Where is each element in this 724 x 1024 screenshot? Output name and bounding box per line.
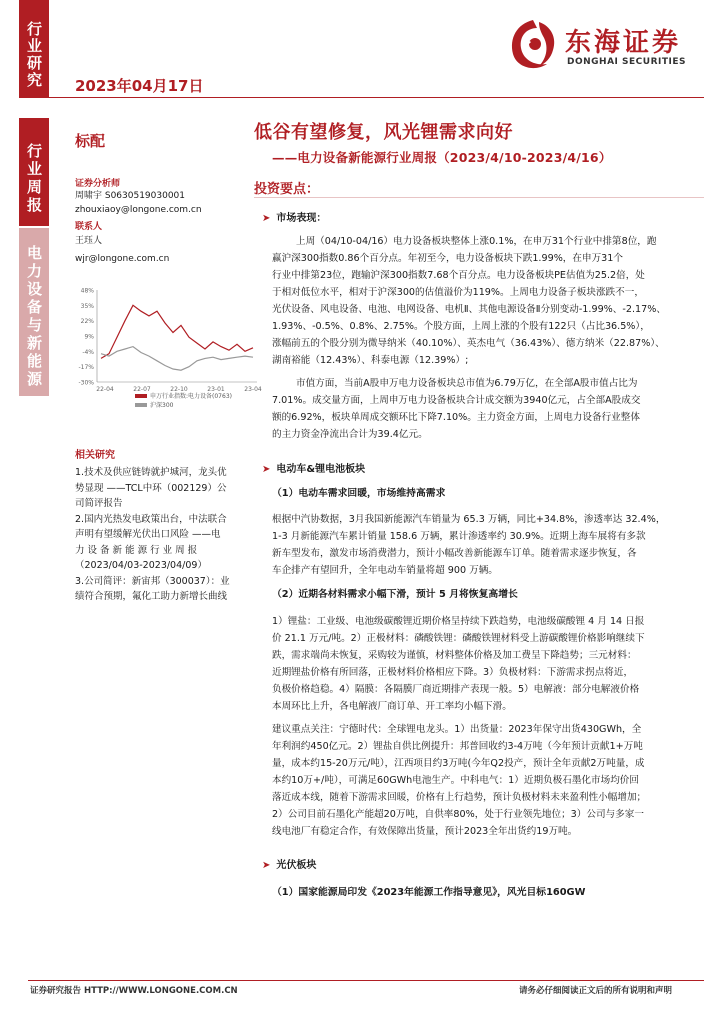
market-p2-line: 市值方面，当前A股申万电力设备板块总市值为6.79万亿，在全部A股市值占比为 — [296, 378, 638, 389]
ev-paragraph-3 — [272, 721, 690, 840]
legend-swatch — [135, 394, 147, 398]
ev-p2-line: 本周环比上升，各电解液厂商订单、开工率均小幅下滑。 — [272, 701, 512, 712]
ev-p3-line: 线电池厂有稳定合作，有效保障出货量，预计2023全年出货约19万吨。 — [272, 826, 578, 837]
ev-subheading-2: （2）近期各材料需求小幅下滑，预计 5 月将恢复高增长 — [272, 589, 518, 600]
market-paragraph-1 — [272, 233, 690, 369]
x-tick-label: 23-04 — [244, 386, 262, 393]
market-p1-line: 1.93%、-0.5%、0.8%、2.75%。个股方面，上周上涨的个股有122只（占比36.5%）， — [272, 321, 650, 332]
footer-divider — [28, 980, 704, 981]
header-divider — [49, 97, 704, 98]
y-tick-label: 22% — [80, 318, 94, 326]
related-research — [75, 446, 255, 605]
ev-p3-line: 量，成本约15-20万元/吨），江西项目约3万吨(今年Q2投产，预计全年贡献2万吨量，成 — [272, 758, 645, 769]
analyst-name: 周啸宇 S0630519030001 — [75, 191, 186, 201]
dragon-logo-icon — [505, 16, 561, 74]
y-tick-label: 35% — [80, 302, 94, 310]
ev-p3-line: 年利润约450亿元。2）锂盐自供比例提升：邦普回收约3-4万吨（今年预计贡献1+万吨 — [272, 741, 643, 752]
related-research-line: 绩符合预期，氟化工助力新增长曲线 — [75, 591, 228, 602]
section-pv-title: 光伏板块 — [276, 860, 317, 871]
industry-tab: 电力设备与新能源 — [19, 228, 49, 396]
section-ev-title: 电动车&锂电池板块 — [276, 464, 366, 475]
related-research-title: 相关研究 — [75, 450, 115, 461]
y-tick-label: 9% — [84, 333, 94, 341]
y-tick-label: 48% — [80, 287, 94, 295]
analyst-label: 证券分析师 — [75, 179, 121, 189]
analyst-info — [75, 176, 255, 266]
section-market-title: 市场表现： — [276, 213, 327, 224]
ev-p2-line: 跌，需求端尚未恢复，采购较为谨慎，材料整体价格及加工费呈下降趋势；三元材料： — [272, 650, 637, 661]
market-p1-line: 光伏设备、风电设备、电池、电网设备、电机Ⅱ、其他电源设备Ⅱ分别变动-1.99%、-2.17%、 — [272, 304, 666, 315]
y-tick-label: -30% — [78, 379, 94, 387]
ev-p2-line: 1）锂盐：工业级、电池级碳酸锂近期价格呈持续下跌趋势，电池级碳酸锂 4 月 14 日报 — [272, 616, 645, 627]
ev-subheading-1: （1）电动车需求回暖，市场维持高需求 — [272, 488, 446, 499]
series-line-power-equipment — [101, 305, 253, 358]
market-p1-line: 于相对低位水平，相对于沪深300的估值溢价为119%。上周电力设备子板块涨跌不一， — [272, 287, 644, 298]
ev-p3-line: 2）公司目前石墨化产能超20万吨，自供率80%，处于行业领先地位；3）公司与多家一 — [272, 809, 644, 820]
ev-paragraph-2 — [272, 613, 690, 715]
related-research-line: 2.国内光热发电政策出台，中法联合 — [75, 513, 227, 525]
x-tick-label: 22-07 — [133, 386, 151, 393]
x-tick-label: 23-01 — [207, 386, 225, 393]
chevron-right-icon: ➤ — [262, 464, 271, 475]
market-p1-line: 湖南裕能（12.43%）、科泰电源（12.39%）; — [272, 355, 469, 366]
report-title: 低谷有望修复，风光锂需求向好 — [254, 122, 513, 143]
section-market-head — [262, 209, 326, 224]
ev-p2-line: 负极价格趋稳。4）隔膜：各隔膜厂商近期排产表现一般。5）电解液：部分电解液价格 — [272, 684, 640, 695]
y-tick-label: -4% — [82, 348, 94, 356]
chevron-right-icon: ➤ — [262, 860, 271, 871]
company-logo — [505, 14, 705, 76]
ev-p1-line: 车企排产有望回升，全年电动车销量将超 900 万辆。 — [272, 565, 498, 576]
market-p2-line: 的主力资金净流出合计为39.4亿元。 — [272, 429, 428, 440]
market-p2-line: 7.01%。成交量方面，上周申万电力设备板块合计成交额为3940亿元，占全部A股成交 — [272, 395, 641, 406]
footer-website: 证券研究报告 HTTP://WWW.LONGONE.COM.CN — [30, 986, 238, 996]
section-ev-head — [262, 460, 365, 475]
logo-english-name: DONGHAI SECURITIES — [567, 57, 686, 67]
market-p1-line: 行业中排第23位，跑输沪深300指数7.68个百分点。电力设备板块PE估值为25.2倍，处 — [272, 270, 645, 281]
market-p1-line: 涨幅前五的个股分别为微导纳米（40.10%）、英杰电气（36.43%）、德方纳米（22.87%）、 — [272, 338, 665, 349]
contact-name: 王珏人 — [75, 236, 103, 246]
report-type-tab: 行业周报 — [19, 118, 49, 226]
key-points-heading: 投资要点： — [254, 182, 320, 197]
contact-email: wjr@longone.com.cn — [75, 254, 170, 264]
ev-p2-line: 近期锂盐价格有所回落，正极材料价格相应下降。3）负极材料：下游需求拐点将近， — [272, 667, 634, 678]
footer-disclaimer: 请务必仔细阅读正文后的所有说明和声明 — [519, 986, 673, 996]
related-research-line: （2023/04/03-2023/04/09） — [75, 560, 207, 571]
ev-p3-line: 建议重点关注：宁德时代：全球锂电龙头。1）出货量：2023年保守出货430GWh，全 — [272, 724, 642, 735]
legend-label: 沪深300 — [150, 402, 174, 409]
ev-p3-line: 落近成本线，随着下游需求回暖，价格有上行趋势，预计负极材料未来盈利性小幅增加； — [272, 792, 647, 803]
related-research-line: 3.公司简评：新宙邦（300037）：业 — [75, 575, 230, 587]
category-tag: 行业研究 — [19, 0, 49, 98]
legend-label: 申万行业指数:电力设备(0763) — [150, 393, 232, 400]
related-research-line: 力 设 备 新 能 源 行 业 周 报 — [75, 544, 198, 556]
market-p1-line: 赢沪深300指数0.86个百分点。年初至今，电力设备板块下跌1.99%，在申万31个 — [272, 253, 623, 264]
y-tick-label: -17% — [78, 364, 94, 372]
pv-subheading-1: （1）国家能源局印发《2023年能源工作指导意见》，风光目标160GW — [272, 887, 586, 898]
key-points-underline — [254, 197, 704, 198]
x-tick-label: 22-04 — [96, 386, 114, 393]
industry-rating: 标配 — [75, 132, 106, 150]
ev-p1-line: 根据中汽协数据，3月我国新能源汽车销量为 65.3 万辆，同比+34.8%，渗透率达 32.4%， — [272, 514, 666, 525]
market-paragraph-2 — [272, 375, 690, 443]
related-research-line: 声明有望缓解光伏出口风险 ——电 — [75, 529, 221, 540]
index-performance-chart — [75, 282, 265, 422]
section-pv-head — [262, 856, 316, 871]
series-line-csi300 — [101, 347, 253, 371]
ev-paragraph-1 — [272, 511, 690, 579]
legend-swatch — [135, 403, 147, 407]
analyst-email: zhouxiaoy@longone.com.cn — [75, 205, 202, 215]
report-subtitle: ——电力设备新能源行业周报（2023/4/10-2023/4/16） — [272, 150, 612, 165]
report-date: 2023年04月17日 — [75, 77, 204, 95]
ev-p1-line: 1-3 月新能源汽车累计销量 158.6 万辆，累计渗透率约 30.9%。近期上海车展将有多款 — [272, 531, 646, 542]
ev-p1-line: 新车型发布，激发市场消费潜力，预计小幅改善新能源车订单。随着需求逐步恢复，各 — [272, 548, 637, 559]
ev-p3-line: 本约10万+/吨），可满足60GWh电池生产。中科电气：1）近期负极石墨化市场均价回 — [272, 775, 639, 786]
chevron-right-icon: ➤ — [262, 213, 271, 224]
logo-chinese-name: 东海证券 — [565, 28, 682, 58]
ev-p2-line: 价 21.1 万元/吨。2）正极材料：磷酸铁锂：磷酸铁锂材料受上游碳酸锂价格影响继续下 — [272, 633, 645, 644]
related-research-line: 势显现 ——TCL中环（002129）公 — [75, 482, 227, 494]
contact-label: 联系人 — [75, 222, 103, 232]
related-research-line: 司简评报告 — [75, 498, 123, 509]
market-p1-line: 上周（04/10-04/16）电力设备板块整体上涨0.1%，在申万31个行业中排第8位，跑 — [296, 236, 657, 247]
related-research-line: 1.技术及供应链铸就护城河，龙头优 — [75, 467, 227, 478]
market-p2-line: 额的6.92%，板块单周成交额环比下降7.10%。主力资金方面，上周电力设备行业整体 — [272, 412, 640, 423]
x-tick-label: 22-10 — [170, 386, 188, 393]
